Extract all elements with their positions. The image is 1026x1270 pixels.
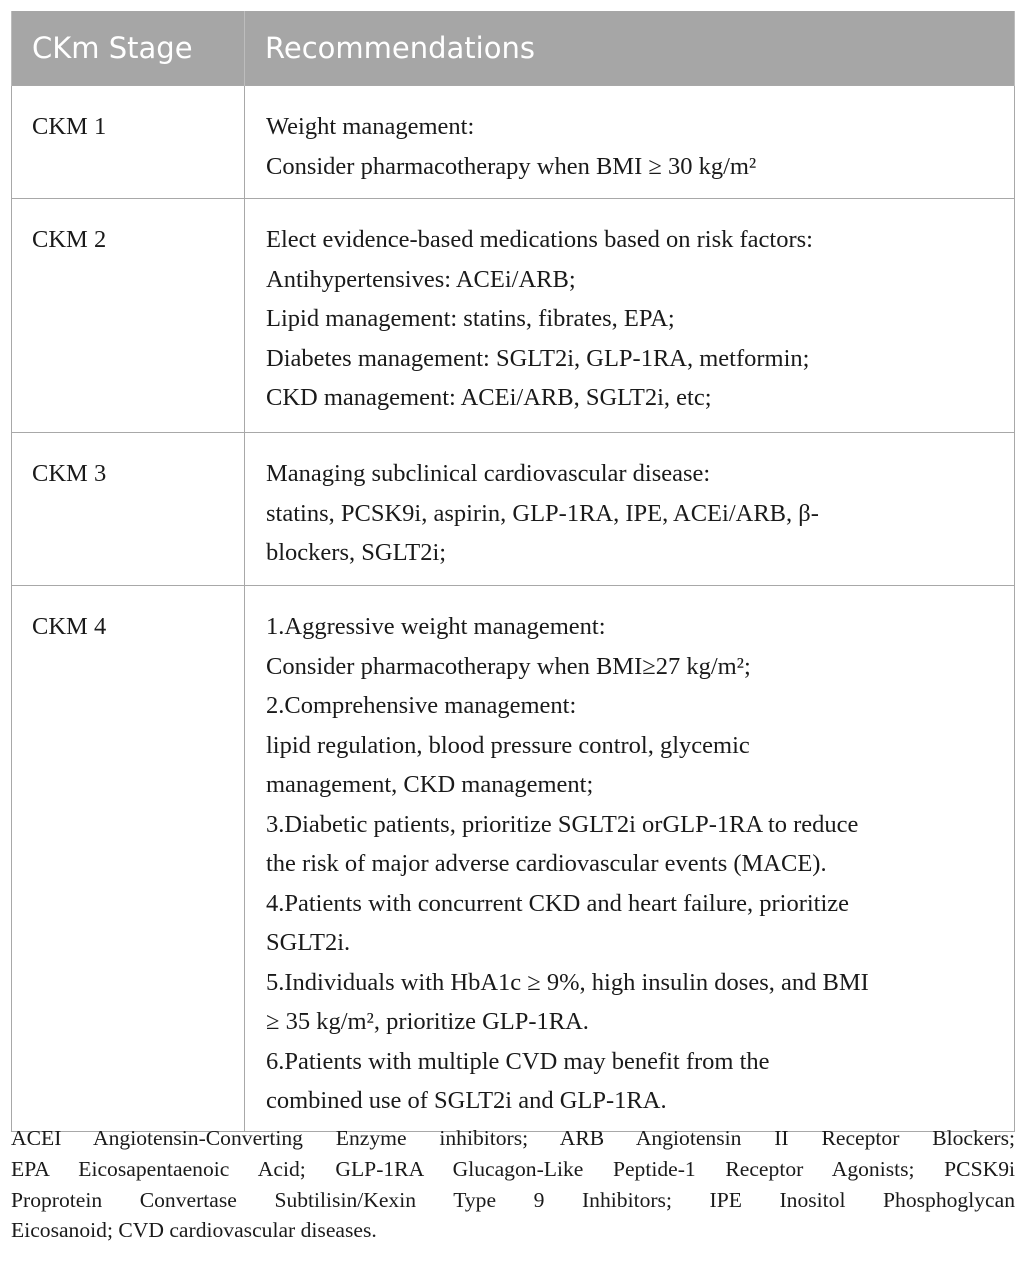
table-row-ckm-1 (12, 86, 1015, 199)
recommendation-line: Lipid management: statins, fibrates, EPA; (266, 305, 675, 332)
recommendation-line: 6.Patients with multiple CVD may benefit from the (266, 1047, 770, 1075)
header-ckm-stage: CKm Stage (12, 11, 245, 86)
recommendation-line: ≥ 35 kg/m², prioritize GLP-1RA. (266, 1008, 589, 1035)
recommendation-cell (245, 433, 1015, 586)
recommendation-line: lipid regulation, blood pressure control, glycemic (266, 731, 750, 759)
recommendation-line: blockers, SGLT2i; (266, 539, 447, 566)
recommendation-cell (245, 199, 1015, 433)
recommendation-line: Consider pharmacotherapy when BMI ≥ 30 kg/m² (266, 152, 757, 180)
recommendation-line: Managing subclinical cardiovascular disease: (266, 460, 711, 487)
recommendation-cell (245, 586, 1015, 1132)
stage-label: CKM 3 (32, 460, 107, 487)
stage-label: CKM 4 (32, 613, 107, 640)
stage-cell (12, 586, 245, 1132)
table-footnote (11, 1123, 1015, 1246)
recommendation-line: combined use of SGLT2i and GLP-1RA. (266, 1087, 667, 1114)
recommendation-line: 5.Individuals with HbA1c ≥ 9%, high insulin doses, and BMI (266, 968, 869, 996)
stage-cell (12, 433, 245, 586)
footnote-line: Proprotein Convertase Subtilisin/Kexin Type 9 Inhibitors; IPE Inositol Phosphoglycan (11, 1187, 1015, 1212)
recommendation-line: 3.Diabetic patients, prioritize SGLT2i orGLP-1RA to reduce (266, 810, 859, 838)
recommendation-cell (245, 86, 1015, 199)
recommendation-line: Consider pharmacotherapy when BMI≥27 kg/m²; (266, 652, 751, 680)
recommendation-line: 1.Aggressive weight management: (266, 613, 606, 640)
footnote-line: ACEI Angiotensin-Converting Enzyme inhibitors; ARB Angiotensin II Receptor Blockers; (11, 1126, 1015, 1150)
recommendation-line: Weight management: (266, 113, 475, 140)
footnote-line: EPA Eicosapentaenoic Acid; GLP-1RA Glucagon-Like Peptide-1 Receptor Agonists; PCSK9i (11, 1156, 1015, 1181)
stage-label: CKM 2 (32, 226, 107, 253)
recommendation-line: CKD management: ACEi/ARB, SGLT2i, etc; (266, 384, 712, 411)
recommendations-table-container (11, 11, 1015, 1132)
table-row-ckm-4 (12, 586, 1015, 1132)
recommendation-line: Antihypertensives: ACEi/ARB; (266, 265, 576, 293)
recommendation-line: the risk of major adverse cardiovascular events (MACE). (266, 850, 827, 877)
recommendation-line: management, CKD management; (266, 771, 594, 798)
recommendation-line: statins, PCSK9i, aspirin, GLP-1RA, IPE, ACEi/ARB, β- (266, 499, 819, 527)
recommendation-line: 4.Patients with concurrent CKD and heart failure, prioritize (266, 889, 850, 917)
stage-label: CKM 1 (32, 113, 107, 140)
recommendation-line: SGLT2i. (266, 929, 351, 956)
recommendations-table (11, 11, 1015, 1132)
table-row-ckm-2 (12, 199, 1015, 433)
table-row-ckm-3 (12, 433, 1015, 586)
recommendation-line: Elect evidence-based medications based on risk factors: (266, 226, 813, 253)
footnote-line: Eicosanoid; CVD cardiovascular diseases. (11, 1218, 377, 1243)
recommendation-line: Diabetes management: SGLT2i, GLP-1RA, metformin; (266, 344, 810, 372)
header-recommendations: Recommendations (245, 11, 1015, 86)
stage-cell (12, 199, 245, 433)
stage-cell (12, 86, 245, 199)
recommendation-line: 2.Comprehensive management: (266, 692, 577, 719)
table-header-row (12, 11, 1015, 86)
